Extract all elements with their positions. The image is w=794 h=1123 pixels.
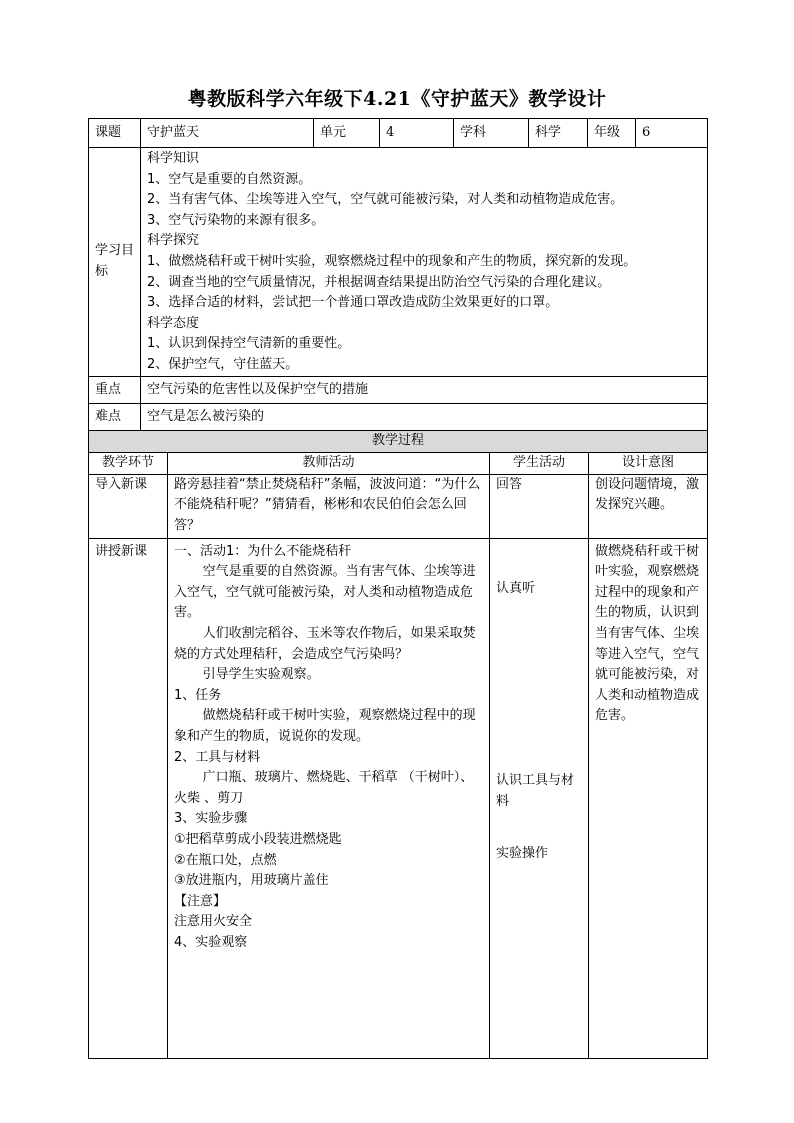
header-stage: 教学环节 bbox=[89, 453, 168, 475]
page-title: 粤教版科学六年级下4.21《守护蓝天》教学设计 bbox=[187, 88, 607, 110]
goals-line: 2、调查当地的空气质量情况，并根据调查结果提出防治空气污染的合理化建议。 bbox=[147, 274, 611, 290]
teacher-line: 3、实验步骤 bbox=[174, 811, 248, 827]
teacher-line: ③放进瓶内，用玻璃片盖住 bbox=[174, 873, 329, 889]
goals-line: 科学态度 bbox=[147, 315, 200, 331]
difficult-label: 难点 bbox=[89, 404, 141, 431]
goals-line: 1、认识到保持空气清新的重要性。 bbox=[147, 336, 351, 352]
intro-teacher: 路旁悬挂着“禁止焚烧秸秆”条幅，波波问道：“为什么不能烧秸秆呢？”猜猜看，彬彬和农民伯伯会怎么回答？ bbox=[168, 474, 490, 538]
key-value: 空气污染的危害性以及保护空气的措施 bbox=[141, 377, 708, 404]
teacher-line: ①把稻草剪成小段装进燃烧匙 bbox=[174, 831, 342, 847]
lesson-stage: 讲授新课 bbox=[89, 538, 168, 1058]
difficult-value: 空气是怎么被污染的 bbox=[141, 404, 708, 431]
goals-line: 1、做燃烧秸秆或干树叶实验，观察燃烧过程中的现象和产生的物质，探究新的发现。 bbox=[147, 253, 637, 269]
header-teacher: 教师活动 bbox=[168, 453, 490, 475]
process-table bbox=[88, 430, 708, 1059]
goals-line: 3、空气污染物的来源有很多。 bbox=[147, 212, 325, 228]
teacher-line: 注意用火安全 bbox=[174, 914, 253, 930]
intro-stage: 导入新课 bbox=[89, 474, 168, 538]
unit-label: 单元 bbox=[314, 119, 380, 148]
teacher-line: 广口瓶、玻璃片、燃烧匙、干稻草 （干树叶）、火柴 、剪刀 bbox=[174, 770, 474, 806]
teacher-line: 2、工具与材料 bbox=[174, 749, 261, 765]
student-line: 实验操作 bbox=[496, 846, 549, 862]
teacher-line: 【注意】 bbox=[174, 893, 227, 909]
teacher-line: 4、实验观察 bbox=[174, 934, 248, 950]
topic-label: 课题 bbox=[89, 119, 141, 148]
process-heading: 教学过程 bbox=[89, 431, 708, 453]
key-label: 重点 bbox=[89, 377, 141, 404]
student-line: 认真听 bbox=[496, 580, 536, 596]
goals-line: 科学探究 bbox=[147, 233, 200, 249]
grade-value: 6 bbox=[636, 119, 708, 148]
goals-label: 学习目标 bbox=[89, 148, 141, 377]
teacher-line: 1、任务 bbox=[174, 687, 222, 703]
goals-line: 2、当有害气体、尘埃等进入空气，空气就可能被污染，对人类和动植物造成危害。 bbox=[147, 192, 624, 208]
intro-intent: 创设问题情境，激发探究兴趣。 bbox=[589, 474, 708, 538]
lesson-student bbox=[490, 538, 589, 1058]
unit-value: 4 bbox=[380, 119, 454, 148]
topic-value: 守护蓝天 bbox=[141, 119, 314, 148]
teacher-line: 引导学生实验观察。 bbox=[202, 667, 320, 683]
goals-line: 科学知识 bbox=[147, 151, 200, 166]
header-student: 学生活动 bbox=[490, 453, 589, 475]
lesson-intent: 做燃烧秸秆或干树叶实验，观察燃烧过程中的现象和产生的物质，认识到当有害气体、尘埃等进入空气，空气就可能被污染，对人类和动植物造成危害。 bbox=[589, 538, 708, 1058]
student-line: 认识工具与材料 bbox=[496, 773, 575, 809]
subject-value: 科学 bbox=[529, 119, 588, 148]
lesson-teacher bbox=[168, 538, 490, 1058]
teacher-line: 人们收割完稻谷、玉米等农作物后，如果采取焚烧的方式处理秸秆，会造成空气污染吗？ bbox=[174, 625, 476, 662]
intro-student: 回答 bbox=[490, 474, 589, 538]
lesson-info-table bbox=[88, 118, 708, 431]
goals-line: 2、保护空气，守住蓝天。 bbox=[147, 356, 299, 372]
teacher-line: 做燃烧秸秆或干树叶实验，观察燃烧过程中的现象和产生的物质，说说你的发现。 bbox=[174, 708, 476, 744]
subject-label: 学科 bbox=[454, 119, 529, 148]
teacher-line: 空气是重要的自然资源。当有害气体、尘埃等进入空气，空气就可能被污染，对人类和动植物造成危害。 bbox=[174, 564, 476, 621]
goals-line: 1、空气是重要的自然资源。 bbox=[147, 171, 312, 187]
teacher-line: ②在瓶口处，点燃 bbox=[174, 852, 277, 868]
grade-label: 年级 bbox=[588, 119, 636, 148]
goals-line: 3、选择合适的材料，尝试把一个普通口罩改造成防尘效果更好的口罩。 bbox=[147, 295, 559, 311]
header-intent: 设计意图 bbox=[589, 453, 708, 475]
goals-content bbox=[141, 148, 708, 377]
teacher-line: 一、活动1：为什么不能烧秸秆 bbox=[174, 543, 352, 559]
